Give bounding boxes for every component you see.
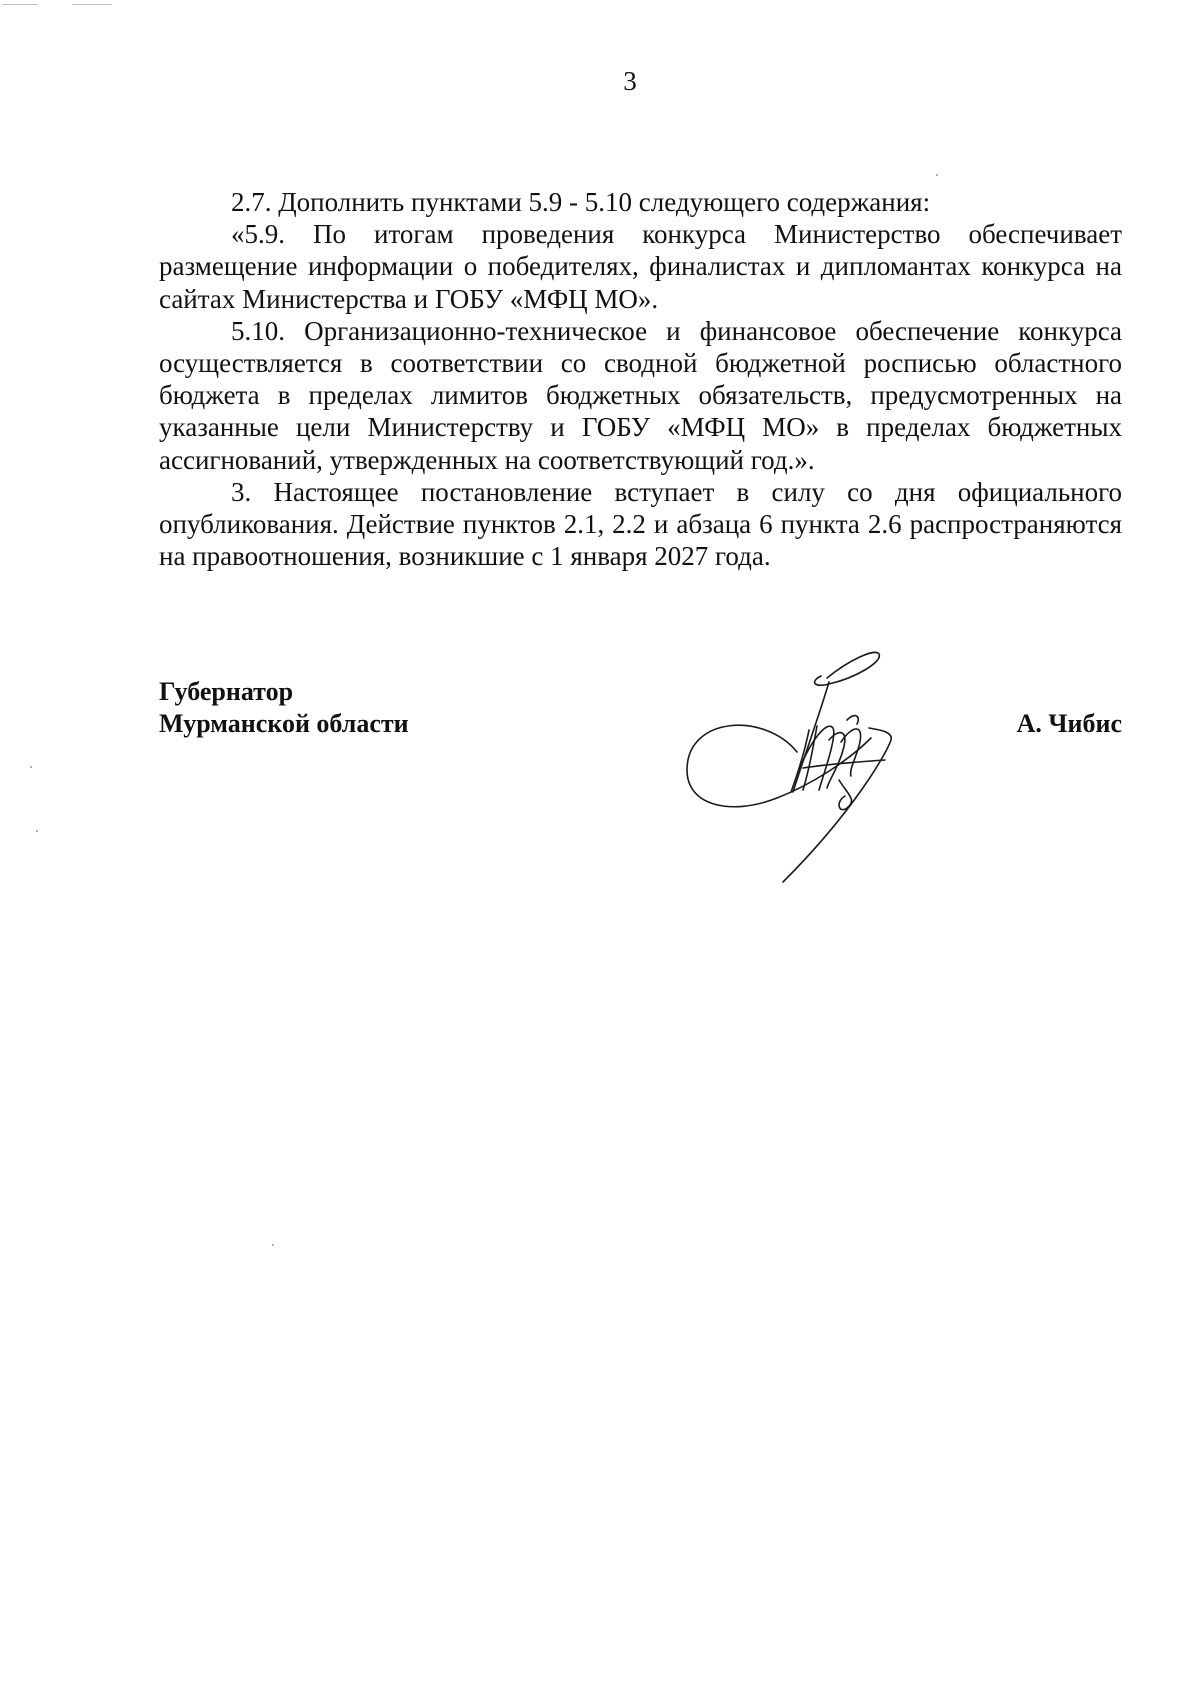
signer-position-line1: Губернатор	[159, 677, 294, 706]
scan-speck	[272, 1244, 274, 1246]
scan-speck	[30, 766, 32, 768]
scan-speck	[36, 830, 38, 832]
paragraph-5-10: 5.10. Организационно-техническое и финансовое обеспечение конкурса осуществляется в соответствии со сводной бюджетной росписью областного бюджета в пределах лимитов бюджетных обязательств, предусмотренных на указанные цели Министерству и ГОБУ «МФЦ МО» в пределах бюджетных ассигнований, утвержденных на соответствующий год.».	[159, 315, 1122, 475]
signer-name: А. Чибис	[1016, 709, 1122, 738]
paragraph-2-7: 2.7. Дополнить пунктами 5.9 - 5.10 следующего содержания:	[231, 187, 931, 217]
paragraph-5-9: «5.9. По итогам проведения конкурса Министерство обеспечивает размещение информации о победителях, финалистах и дипломантах конкурса на сайтах Министерства и ГОБУ «МФЦ МО».	[159, 219, 1122, 314]
scan-artifact	[2, 4, 38, 5]
scan-artifact	[72, 4, 112, 5]
signer-position-line2: Мурманской области	[159, 709, 409, 738]
page-number: 3	[623, 66, 637, 96]
signature-block	[159, 676, 1122, 896]
paragraph-3: 3. Настоящее постановление вступает в силу со дня официального опубликования. Действие пунктов 2.1, 2.2 и абзаца 6 пункта 2.6 распространяются на правоотношения, возникшие с 1 января 2027 года.	[159, 476, 1122, 572]
signer-position	[159, 676, 409, 740]
scan-speck	[936, 174, 938, 176]
handwritten-signature	[679, 620, 929, 890]
document-body	[159, 186, 1122, 572]
